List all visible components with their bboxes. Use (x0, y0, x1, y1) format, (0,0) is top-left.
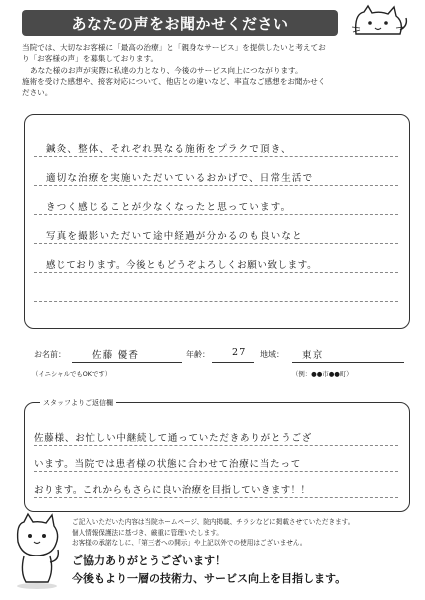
age-label: 年齢： (186, 350, 210, 359)
handwritten-reply-line: 佐藤様、お忙しい中継続して通っていただきありがとうござ (34, 433, 313, 444)
area-value: 東京 (302, 350, 324, 361)
handwritten-reply-line: おります。これからもさらに良い治療を目指していきます！！ (34, 485, 311, 496)
ruled-line (34, 214, 398, 215)
ruled-line (34, 445, 398, 446)
footer-line: 個人情報保護法に基づき、厳重に管理いたします。 (72, 528, 223, 537)
area-underline (292, 362, 404, 363)
cat-illustration-icon (350, 4, 412, 40)
intro-line: 当院では、大切なお客様に「最高の治療」と「親身なサービス」を提供したいと考えてお (22, 43, 326, 52)
ruled-line (34, 272, 398, 273)
handwritten-reply-line: います。当院では患者様の状態に合わせて治療に当たって (34, 459, 302, 470)
footer-notice (72, 517, 418, 549)
ruled-line (34, 471, 398, 472)
ruled-line (34, 497, 398, 498)
handwritten-voice-line: きつく感じることが少なくなったと思っています。 (46, 202, 292, 213)
handwritten-voice-line: 写真を撮影いただいて途中経過が分かるのも良いなと (46, 231, 303, 242)
footer-line: ご記入いただいた内容は当院ホームページ、院内掲載、チラシなどに掲載させていただきます。 (72, 518, 355, 526)
age-value: 27 (232, 347, 247, 358)
staff-reply-label: スタッフよりご返信欄 (40, 398, 116, 408)
name-label: お名前： (34, 350, 66, 359)
name-value: 佐藤 優香 (92, 350, 140, 361)
intro-line: り「お客様の声」を募集しております。 (22, 54, 159, 64)
name-underline (72, 362, 182, 363)
initial-note: （イニシャルでもOKです） (32, 370, 112, 378)
handwritten-voice-line: 適切な治療を実施いただいているおかげで、日常生活で (46, 173, 314, 184)
ruled-line (34, 243, 398, 244)
intro-text (22, 42, 414, 98)
footer-line: お客様の承諾なしに、「第三者への開示」や上記以外での使用はございません。 (72, 539, 307, 548)
ruled-line (34, 185, 398, 186)
page-title: あなたの声をお聞かせください (71, 15, 289, 33)
area-label: 地域： (260, 350, 284, 359)
handwritten-voice-line: 鍼灸、整体、それぞれ異なる施術をプラクで頂き、 (46, 144, 292, 155)
handwritten-voice-line: 感じております。今後ともどうぞよろしくお願い致します。 (46, 260, 318, 271)
ruled-line (34, 301, 398, 302)
ruled-line (34, 156, 398, 157)
age-underline (212, 362, 254, 363)
cat-mascot-icon (8, 512, 64, 590)
thanks-message: ご協力ありがとうございます！ (72, 554, 226, 567)
thanks-subtitle: 今後もより一層の技術力、サービス向上を目指します。 (72, 572, 347, 585)
intro-line: ださい。 (22, 88, 53, 98)
intro-line: 施術を受けた感想や、接客対応について、他店との違いなど、率直なご感想をお聞かせく (22, 76, 326, 86)
intro-line: あなた様のお声が実際に私達の力となり、今後のサービス向上につながります。 (30, 65, 303, 75)
area-example: （例：●●市●●町） (292, 370, 353, 378)
